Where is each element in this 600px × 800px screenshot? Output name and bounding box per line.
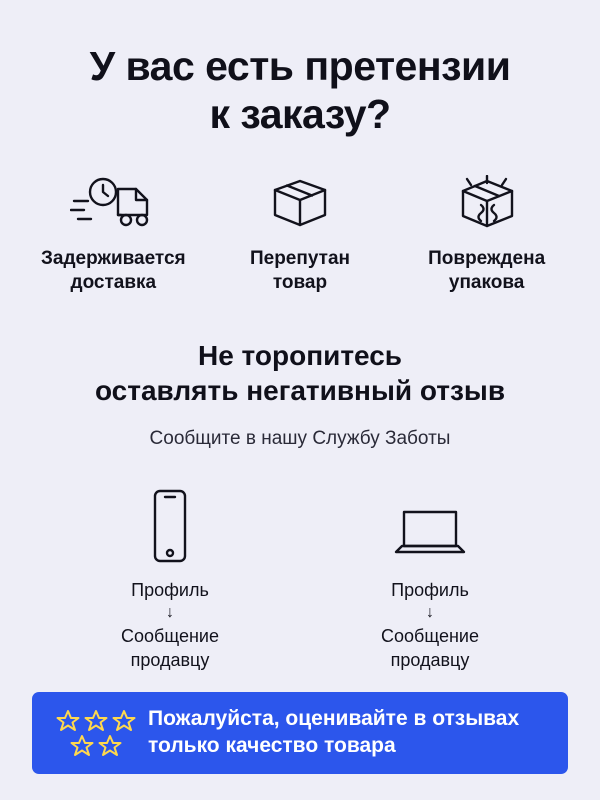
star-row-top — [56, 709, 136, 732]
star-icon — [70, 734, 94, 757]
banner-text — [148, 706, 519, 760]
banner-text-line-2: только качество товара — [148, 734, 396, 757]
subheading-line-1: Не торопитесь — [197, 340, 403, 372]
laptop-icon — [388, 484, 472, 564]
subheading — [20, 338, 580, 408]
reason-label: Задерживается доставка — [41, 247, 186, 294]
smartphone-icon — [145, 484, 195, 564]
reason-item-delivery-delay — [26, 173, 201, 296]
device-step-message-line-1: Сообщение — [121, 625, 219, 646]
stars-group — [50, 709, 142, 757]
headline-line-1: У вас есть претензии — [89, 43, 511, 89]
headline-line-2: к заказу? — [209, 91, 391, 138]
devices-list — [40, 484, 560, 672]
device-steps — [121, 578, 219, 672]
damaged-box-icon — [454, 173, 520, 233]
device-item-desktop — [320, 484, 540, 672]
reason-item-damaged-package — [399, 173, 574, 296]
reason-item-wrong-item — [212, 173, 387, 296]
device-step-message-line-1: Сообщение — [381, 625, 479, 646]
reason-label: Перепутан товар — [249, 247, 350, 294]
arrow-down-icon: ↓ — [426, 604, 434, 622]
review-banner — [32, 692, 568, 774]
device-steps — [381, 578, 479, 672]
device-step-profile: Профиль — [131, 580, 209, 601]
delivery-truck-icon — [70, 173, 156, 233]
device-item-mobile — [60, 484, 280, 672]
reasons-list — [20, 173, 580, 296]
star-row-bottom — [70, 734, 122, 757]
star-icon — [112, 709, 136, 732]
page-title — [20, 42, 580, 139]
subheading-line-2: оставлять негативный отзыв — [94, 375, 506, 407]
arrow-down-icon: ↓ — [166, 604, 174, 622]
star-icon — [98, 734, 122, 757]
device-step-message-line-2: продавцу — [390, 649, 470, 670]
device-step-message-line-2: продавцу — [130, 649, 210, 670]
device-step-profile: Профиль — [391, 580, 469, 601]
reason-label: Повреждена упакова — [428, 247, 546, 294]
box-icon — [269, 173, 331, 233]
star-icon — [84, 709, 108, 732]
support-note: Сообщите в нашу Службу Заботы — [149, 428, 451, 450]
star-icon — [56, 709, 80, 732]
banner-text-line-1: Пожалуйста, оценивайте в отзывах — [148, 707, 520, 731]
